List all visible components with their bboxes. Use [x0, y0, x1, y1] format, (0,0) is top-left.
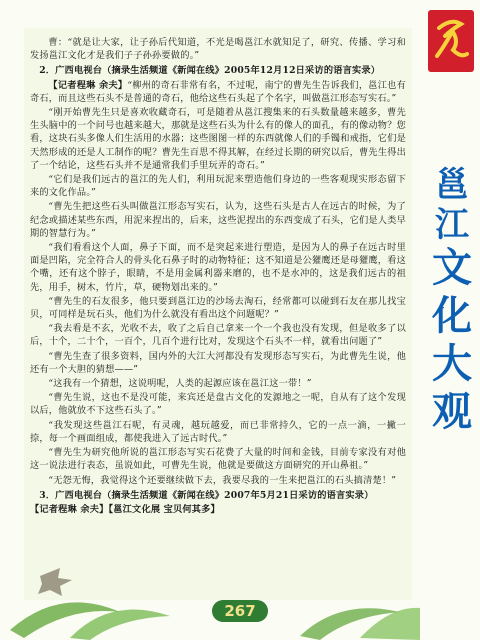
- section-heading: 2．广西电视台（摘录生活频道《新闻在线》2005年12月12日采访的语言实录）: [39, 65, 381, 77]
- article-body: [30, 36, 406, 517]
- title-char: 江: [435, 205, 469, 245]
- section-heading: 3．广西电视台（摘录生活频道《新闻在线》2007年5月21日采访的语言实录）: [39, 489, 374, 501]
- paragraph: “曹先生说，这也不是没可能，来宾还是盘古文化的发源地之一呢，自从有了这个发现以后，他就放不下这些石头了。”: [30, 392, 406, 417]
- paragraph: “曹先生为研究他所说的邕江形态写实石花费了大量的时间和金钱，目前专家没有对他这一说法进行表态，虽说如此，可曹先生说，他就是要做这方面研究的开山鼻祖。”: [30, 447, 406, 472]
- paragraph: “它们是我们远古的邕江的先人们，利用玩泥来塑造他们身边的一些客观现实形态留下来的文化作品。”: [30, 174, 406, 199]
- reporter-tag-line: 【记者程琳 余夫】【邕江文化展 宝贝何其多】: [30, 503, 220, 515]
- paragraph: “曹先生把这些石头叫做邕江形态写实石，认为，这些石头是古人在远古的时候，为了纪念或描述某些东西，用泥来捏出的，后来，这些泥捏出的东西变成了石头，它们是人类早期的智慧行为。”: [30, 201, 406, 239]
- paragraph: “这我有一个猜想，这说明呢，人类的起源应该在邕江这一带！”: [48, 378, 312, 390]
- paragraph: “曹先生的石友很多，他只要到邕江边的沙场去淘石，经常都可以碰到石友在那儿找宝贝，可同样是玩石头，他们为什么就没有看出这个问题呢？”: [30, 295, 406, 321]
- paragraph: 曹：“就是让大家，让子孙后代知道，不光是喝邕江水就知足了，研究、传播、学习和发扬邕江文化才是我们子子孙孙要做的。”: [30, 37, 406, 62]
- paragraph: “我去看是不玄，光收不去，收了之后自己拿来一个一个我也没有发现，但是收多了以后，十个，二十个，一百个，几百个进行比对，发现这个石头不一样，就看出问题了”: [30, 323, 406, 348]
- title-char: 邕: [435, 165, 469, 205]
- page-number-badge: [212, 600, 268, 622]
- brand-logo: [428, 10, 474, 72]
- decorative-leaves-icon: [0, 546, 420, 640]
- paragraph: “我们看看这个人面，鼻子下面，而不是突起来进行塑造，是因为人的鼻子在远古时里面是凹陷，完全符合人的骨头化石鼻子时的动物特征；这不知道是公獾鹰还是母獾鹰，看这个嘴，还有这个脖子，眼睛，不是用金属利器来磨的，也不是水冲的，这是我们远古的祖先，用手，树木，竹片，草，硬物划出来的。”: [30, 242, 406, 293]
- vertical-title: [424, 165, 480, 435]
- paragraph: “曹先生查了很多资料，国内外的大江大河都没有发现形态写实石，为此曹先生说，他还有一个大胆的猜想——”: [30, 350, 406, 375]
- title-char: 文: [432, 245, 472, 291]
- paragraph-text: “柳州的奇石非常有名，不过呢，南宁的曹先生告诉我们，邕江也有奇石，而且这些石头不是普通的奇石，他给这些石头起了个名字，叫做邕江形态写实石。”: [30, 79, 406, 104]
- page-number: 267: [224, 602, 256, 620]
- paragraph: [30, 79, 406, 105]
- title-char: 观: [432, 389, 472, 435]
- paragraph: “我发现这些邕江石呢，有灵魂，越玩越爱，而已非常持久，它的一点一滴，一撇一捺，每一个画面组成，都使我进入了远古时代。”: [30, 419, 406, 444]
- paragraph: “刚开始曹先生只是喜欢收藏奇石，可是随着从邕江搜集来的石头数量越来越多，曹先生头脑中的一个问号也越来越大，那就是这些石头为什么有的像人的面孔，有的像动物？您看，这块石头多像人们生活用的水器；这些图图一样的东西就像人们的手镯和戒指，它们是天然形成的还是人工制作的呢？曹先生百思不得其解，在经过长期的研究以后，曹先生得出了一个结论，这些石头并不是通常我们手里玩弄的奇石。”: [30, 107, 406, 171]
- paragraph: “无怨无悔，我觉得这个还要继续做下去，我要尽我的一生来把邕江的石头搞清楚！”: [48, 474, 397, 486]
- brand-logo-glyph-icon: [431, 14, 471, 68]
- reporter-tag: 【记者程琳 余夫】: [48, 79, 128, 91]
- title-char: 大: [432, 341, 472, 387]
- title-char: 化: [432, 293, 472, 339]
